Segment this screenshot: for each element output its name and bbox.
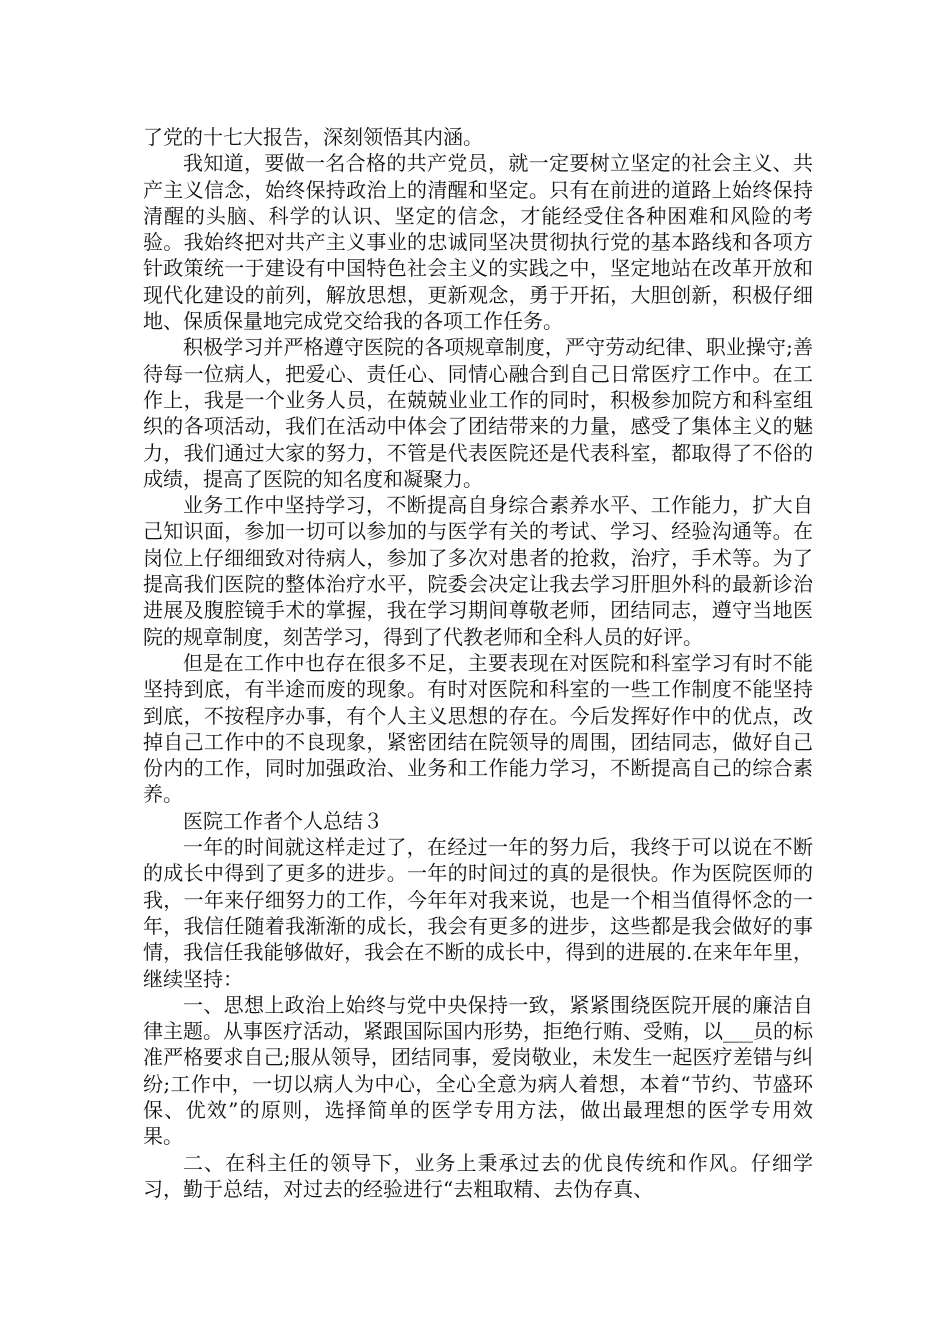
document-body [143, 124, 813, 1202]
paragraph-continuation: 了党的十七大报告，深刻领悟其内涵。 [143, 125, 483, 149]
paragraph-hospital-rules: 积极学习并严格遵守医院的各项规章制度，严守劳动纪律、职业操守;善待每一位病人，把爱心、责任心、同情心融合到自己日常医疗工作中。在工作上，我是一个业务人员，在兢兢业业工作的同时，积极参加院方和科室组织的各项活动，我们在活动中体会了团结带来的力量，感受了集体主义的魅力，我们通过大家的努力，不管是代表医院还是代表科室，都取得了不俗的成绩，提高了医院的知名度和凝聚力。 [143, 335, 813, 491]
paragraph-shortcomings: 但是在工作中也存在很多不足，主要表现在对医院和科室学习有时不能坚持到底，有半途而废的现象。有时对医院和科室的一些工作制度不能坚持到底，不按程序办事，有个人主义思想的存在。今后发挥好作中的优点，改掉自己工作中的不良现象，紧密团结在院领导的周围，团结同志，做好自己份内的工作，同时加强政治、业务和工作能力学习，不断提高自己的综合素养。 [143, 650, 813, 807]
paragraph-year-review: 一年的时间就这样走过了，在经过一年的努力后，我终于可以说在不断的成长中得到了更多的进步。一年的时间过的真的是很快。作为医院医师的我，一年来仔细努力的工作，今年年对我来说，也是一个相当值得怀念的一年，我信任随着我渐渐的成长，我会有更多的进步，这些都是我会做好的事情，我信任我能够做好，我会在不断的成长中，得到的进展的.在来年年里，继续坚持： [143, 835, 813, 991]
paragraph-party-member: 我知道，要做一名合格的共产党员，就一定要树立坚定的社会主义、共产主义信念，始终保持政治上的清醒和坚定。只有在前进的道路上始终保持清醒的头脑、科学的认识、坚定的信念，才能经受住各种困难和风险的考验。我始终把对共产主义事业的忠诚同坚决贯彻执行党的基本路线和各项方针政策统一于建设有中国特色社会主义的实践之中，坚定地站在改革开放和现代化建设的前列，解放思想，更新观念，勇于开拓，大胆创新，积极仔细地、保质保量地完成党交给我的各项工作任务。 [143, 151, 813, 334]
paragraph-point-two: 二、在科主任的领导下，业务上秉承过去的优良传统和作风。仔细学习，勤于总结，对过去的经验进行“去粗取精、去伪存真、 [143, 1150, 813, 1201]
section-heading: 医院工作者个人总结３ [183, 808, 383, 833]
paragraph-professional-study: 业务工作中坚持学习，不断提高自身综合素养水平、工作能力，扩大自己知识面，参加一切可以参加的与医学有关的考试、学习、经验沟通等。在岗位上仔细细致对待病人，参加了多次对患者的抢救，治疗，手术等。为了提高我们医院的整体治疗水平，院委会决定让我去学习肝胆外科的最新诊治进展及腹腔镜手术的掌握，我在学习期间尊敬老师，团结同志，遵守当地医院的规章制度，刻苦学习，得到了代教老师和全科人员的好评。 [143, 493, 813, 649]
paragraph-point-one: 一、思想上政治上始终与党中央保持一致，紧紧围绕医院开展的廉洁自律主题。从事医疗活动，紧跟国际国内形势，拒绝行贿、受贿，以___员的标准严格要求自己;服从领导，团结同事，爱岗敬业，未发生一起医疗差错与纠纷;工作中，一切以病人为中心，全心全意为病人着想，本着“节约、节盛环保、优效”的原则，选择简单的医学专用方法，做出最理想的医学专用效果。 [143, 992, 813, 1149]
